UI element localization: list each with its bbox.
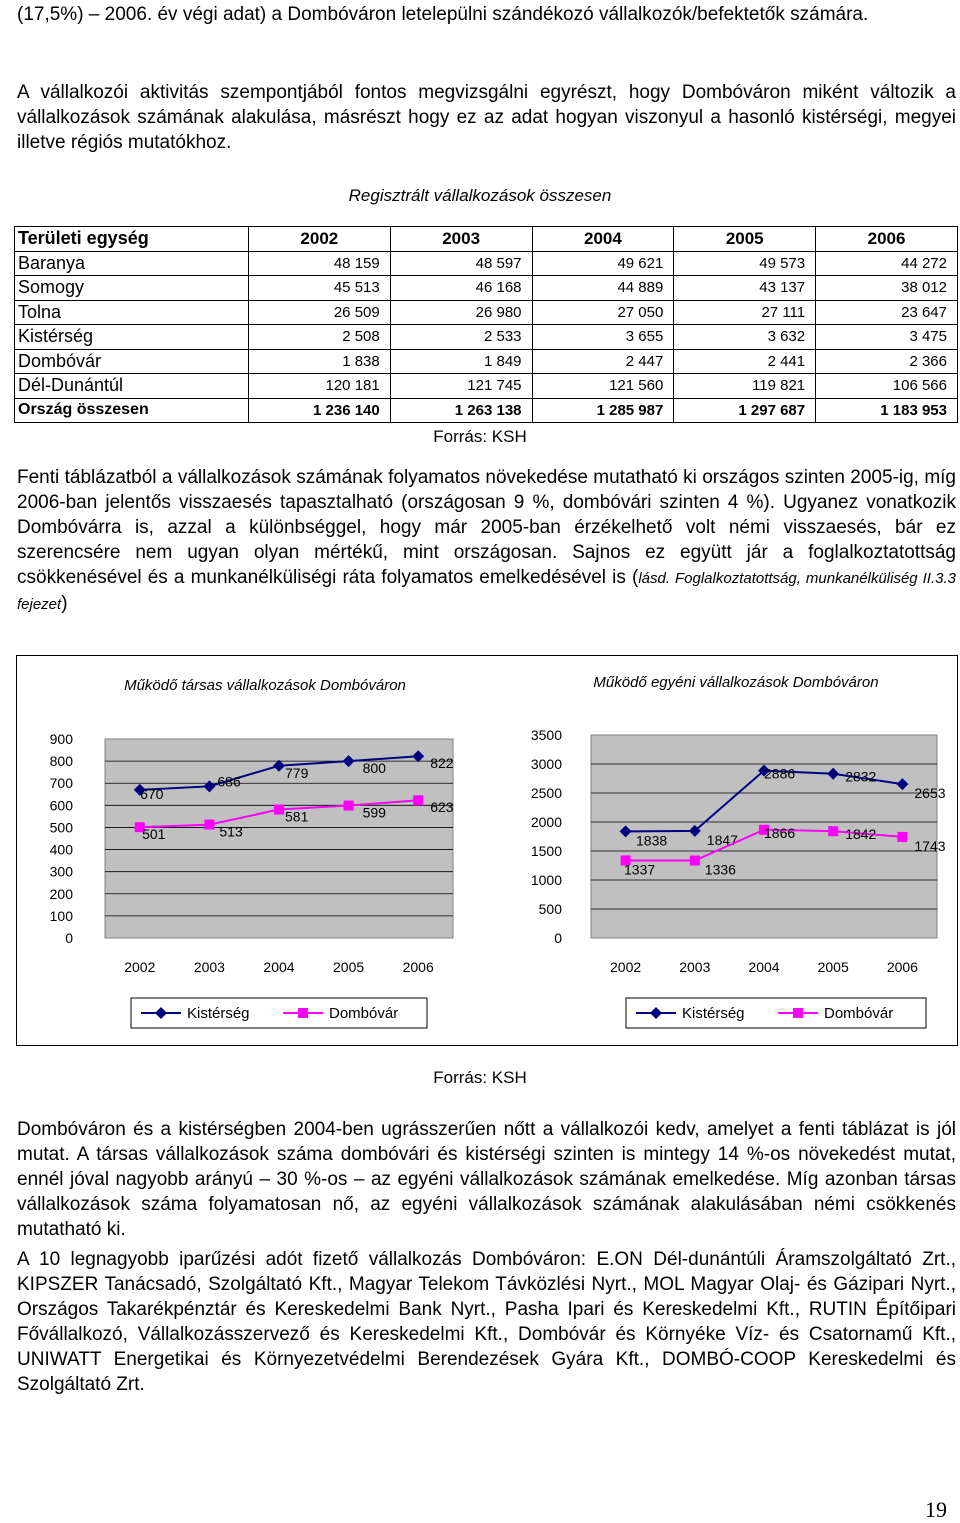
table-caption: Regisztrált vállalkozások összesen xyxy=(348,186,612,205)
y-tick-label: 3500 xyxy=(530,727,562,743)
row-label: Baranya xyxy=(15,251,249,276)
table-cell: 1 183 953 xyxy=(816,398,958,423)
paragraph-top-taxpayers: A 10 legnagyobb iparűzési adót fizető vállalkozás Dombóváron: E.ON Dél-dunántúli Áramszolgáltató Zrt., KIPSZER Tanácsadó, Szolgáltató Kft., Magyar Telekom Távközlési Nyrt., MOL Magyar Olaj- és Gázipari Nyrt., Országos Takarékpénztár és Kereskedelmi Bank Nyrt., Pasha Ipari és Kereskedelmi Kft., RUTIN Építőipari Fővállalkozó, Vállalkozásszervező és Kereskedelmi Kft., Dombóvár és Környéke Víz- és Csatornamű Kft., UNIWATT Energetikai és Környezetvédelmi Berendezések Gyára Kft., DOMBÓ-COOP Kereskedelmi és Szolgáltató Zrt. xyxy=(17,1249,956,1395)
legend-label: Dombóvár xyxy=(329,1005,399,1022)
row-label: Dél-Dunántúl xyxy=(15,374,249,399)
data-label: 822 xyxy=(430,755,454,772)
y-tick-label: 300 xyxy=(49,863,73,880)
table-cell: 43 137 xyxy=(674,276,816,301)
table-cell: 1 263 138 xyxy=(390,398,532,423)
table-cell: 26 509 xyxy=(248,300,390,325)
table-cell: 121 745 xyxy=(390,374,532,399)
data-label: 1838 xyxy=(636,832,668,849)
data-label: 2653 xyxy=(914,785,946,802)
analysis-text: Fenti táblázatból a vállalkozások számának folyamatos növekedése mutatható ki országos szinten 2005-ig, míg 2006-ban jelentős visszaesés tapasztalható (országosan 9 %, dombóvári szinten 4 %). Ugyanez vonatkozik Dombóvárra is, azzal a különbséggel, hogy már 2005-ban érzékelhető volt némi visszaesés, bár ez szerencsére nem ugyan olyan mértékű, mint országosan. Sajnos ez együtt jár a foglalkoztatottság csökkenésével és a munkanélküliségi ráta folyamatos emelkedésével is ( xyxy=(17,467,956,588)
data-point-square xyxy=(274,805,284,815)
y-tick-label: 500 xyxy=(49,819,73,836)
x-tick-label: 2002 xyxy=(124,959,156,975)
header-cell: 2003 xyxy=(390,227,532,252)
table-source: Forrás: KSH xyxy=(433,427,527,446)
x-tick-label: 2004 xyxy=(748,959,780,975)
paragraph-growth: Dombóváron és a kistérségben 2004-ben ugrásszerűen nőtt a vállalkozói kedv, amelyet a fenti táblázat is jól mutat. A társas vállalkozások száma dombóvári és kistérségi szinten is mintegy 14 %-os növekedést mutat, ennél jóval nagyobb arányú – 30 %-os – az egyéni vállalkozások számának emelkedése. Míg azonban társas vállalkozások száma folyamatosan nő, az egyéni vállalkozások számának alakulásában némi csökkenés mutatható ki. xyxy=(17,1119,956,1240)
table-cell: 44 889 xyxy=(532,276,674,301)
table-cell: 3 655 xyxy=(532,325,674,350)
table-cell: 3 632 xyxy=(674,325,816,350)
table-cell: 1 236 140 xyxy=(248,398,390,423)
data-label: 670 xyxy=(140,785,164,802)
table-cell: 2 366 xyxy=(816,349,958,374)
legend-label: Dombóvár xyxy=(824,1005,894,1022)
table-cell: 27 050 xyxy=(532,300,674,325)
chart-tarsas xyxy=(50,677,454,1028)
table-cell: 49 621 xyxy=(532,251,674,276)
header-cell: 2004 xyxy=(532,227,674,252)
data-label: 1847 xyxy=(706,831,738,848)
row-label: Dombóvár xyxy=(15,349,249,374)
paragraph-activity: A vállalkozói aktivitás szempontjából fontos megvizsgálni egyrészt, hogy Dombóváron miként változik a vállalkozások számának alakulása, másrészt hogy ez az adat hogyan viszonyul a hasonló kistérségi, megyei illetve régiós mutatókhoz. xyxy=(17,82,956,153)
x-tick-label: 2004 xyxy=(263,959,295,975)
table-cell: 119 821 xyxy=(674,374,816,399)
paragraph-analysis xyxy=(17,465,956,617)
legend-label: Kistérség xyxy=(187,1005,250,1022)
chart-egyeni xyxy=(531,674,946,1028)
y-tick-label: 1500 xyxy=(530,843,562,859)
chapter-reference: lásd. Foglalkoztatottság, munkanélküliség II.3.3 fejezet xyxy=(17,570,956,613)
table-cell: 38 012 xyxy=(816,276,958,301)
x-tick-label: 2002 xyxy=(610,959,642,975)
paragraph-intro-continuation: (17,5%) – 2006. év végi adat) a Dombóváron letelepülni szándékozó vállalkozók/befektetők számára. xyxy=(17,4,869,25)
data-label: 1337 xyxy=(624,861,656,878)
data-point-square xyxy=(344,801,354,811)
legend-label: Kistérség xyxy=(682,1005,745,1022)
data-label: 779 xyxy=(285,764,309,781)
table-cell: 27 111 xyxy=(674,300,816,325)
y-tick-label: 100 xyxy=(49,907,73,924)
row-label: Tolna xyxy=(15,300,249,325)
x-tick-label: 2003 xyxy=(193,959,225,975)
table-cell: 120 181 xyxy=(248,374,390,399)
y-tick-label: 3000 xyxy=(530,756,562,772)
table-cell: 2 508 xyxy=(248,325,390,350)
chart-source: Forrás: KSH xyxy=(433,1068,527,1087)
y-tick-label: 1000 xyxy=(530,872,562,888)
x-tick-label: 2005 xyxy=(817,959,849,975)
data-label: 686 xyxy=(217,773,241,790)
row-label: Kistérség xyxy=(15,325,249,350)
y-tick-label: 900 xyxy=(49,731,73,747)
table-cell: 1 285 987 xyxy=(532,398,674,423)
table-cell: 2 447 xyxy=(532,349,674,374)
row-label: Ország összesen xyxy=(15,398,249,423)
table-cell: 2 533 xyxy=(390,325,532,350)
table-cell: 44 272 xyxy=(816,251,958,276)
y-tick-label: 500 xyxy=(538,901,562,917)
y-tick-label: 600 xyxy=(49,797,73,814)
y-tick-label: 200 xyxy=(49,885,73,902)
table-row xyxy=(15,251,958,276)
data-label: 599 xyxy=(362,804,386,821)
legend-marker xyxy=(793,1008,803,1018)
table-row xyxy=(15,276,958,301)
table-row xyxy=(15,374,958,399)
legend-marker xyxy=(298,1008,308,1018)
x-tick-label: 2003 xyxy=(679,959,711,975)
chart-title: Működő egyéni vállalkozások Dombóváron xyxy=(593,674,879,691)
chart-title: Működő társas vállalkozások Dombóváron xyxy=(124,677,406,694)
table-row xyxy=(15,349,958,374)
header-cell: 2006 xyxy=(816,227,958,252)
data-label: 501 xyxy=(142,826,166,843)
data-label: 1336 xyxy=(704,861,736,878)
charts-container xyxy=(16,655,958,1046)
data-point-square xyxy=(413,795,423,805)
page-number: 19 xyxy=(925,1497,947,1522)
y-tick-label: 0 xyxy=(554,930,562,946)
data-label: 1743 xyxy=(914,837,946,854)
data-label: 2832 xyxy=(845,768,877,785)
y-tick-label: 2500 xyxy=(530,785,562,801)
header-cell: Területi egység xyxy=(15,227,249,252)
header-cell: 2002 xyxy=(248,227,390,252)
data-label: 581 xyxy=(285,808,309,825)
data-label: 1866 xyxy=(764,824,796,841)
analysis-text-end: ) xyxy=(61,593,68,614)
data-label: 2886 xyxy=(764,765,796,782)
data-point-square xyxy=(204,820,214,830)
data-point-square xyxy=(897,832,907,842)
data-label: 800 xyxy=(362,760,386,777)
table-cell: 3 475 xyxy=(816,325,958,350)
data-label: 513 xyxy=(219,823,243,840)
data-point-square xyxy=(828,826,838,836)
table-cell: 106 566 xyxy=(816,374,958,399)
table-cell: 48 597 xyxy=(390,251,532,276)
row-label: Somogy xyxy=(15,276,249,301)
table-cell: 1 297 687 xyxy=(674,398,816,423)
table-cell: 23 647 xyxy=(816,300,958,325)
table-row xyxy=(15,325,958,350)
y-tick-label: 700 xyxy=(49,775,73,792)
table-cell: 1 838 xyxy=(248,349,390,374)
table-cell: 121 560 xyxy=(532,374,674,399)
table-cell: 26 980 xyxy=(390,300,532,325)
x-tick-label: 2006 xyxy=(402,959,434,975)
enterprise-table xyxy=(14,226,958,423)
table-cell: 49 573 xyxy=(674,251,816,276)
table-header-row xyxy=(15,227,958,252)
table-cell: 46 168 xyxy=(390,276,532,301)
data-label: 623 xyxy=(430,799,454,816)
table-cell: 2 441 xyxy=(674,349,816,374)
y-tick-label: 800 xyxy=(49,753,73,770)
x-tick-label: 2006 xyxy=(886,959,918,975)
data-point-square xyxy=(690,856,700,866)
data-label: 1842 xyxy=(845,826,877,843)
charts-svg xyxy=(17,656,957,1045)
table-cell: 48 159 xyxy=(248,251,390,276)
table-row xyxy=(15,300,958,325)
table-row-total xyxy=(15,398,958,423)
y-tick-label: 0 xyxy=(65,930,73,946)
y-tick-label: 2000 xyxy=(530,814,562,830)
y-tick-label: 400 xyxy=(49,841,73,858)
table-cell: 45 513 xyxy=(248,276,390,301)
table-cell: 1 849 xyxy=(390,349,532,374)
x-tick-label: 2005 xyxy=(333,959,365,975)
header-cell: 2005 xyxy=(674,227,816,252)
